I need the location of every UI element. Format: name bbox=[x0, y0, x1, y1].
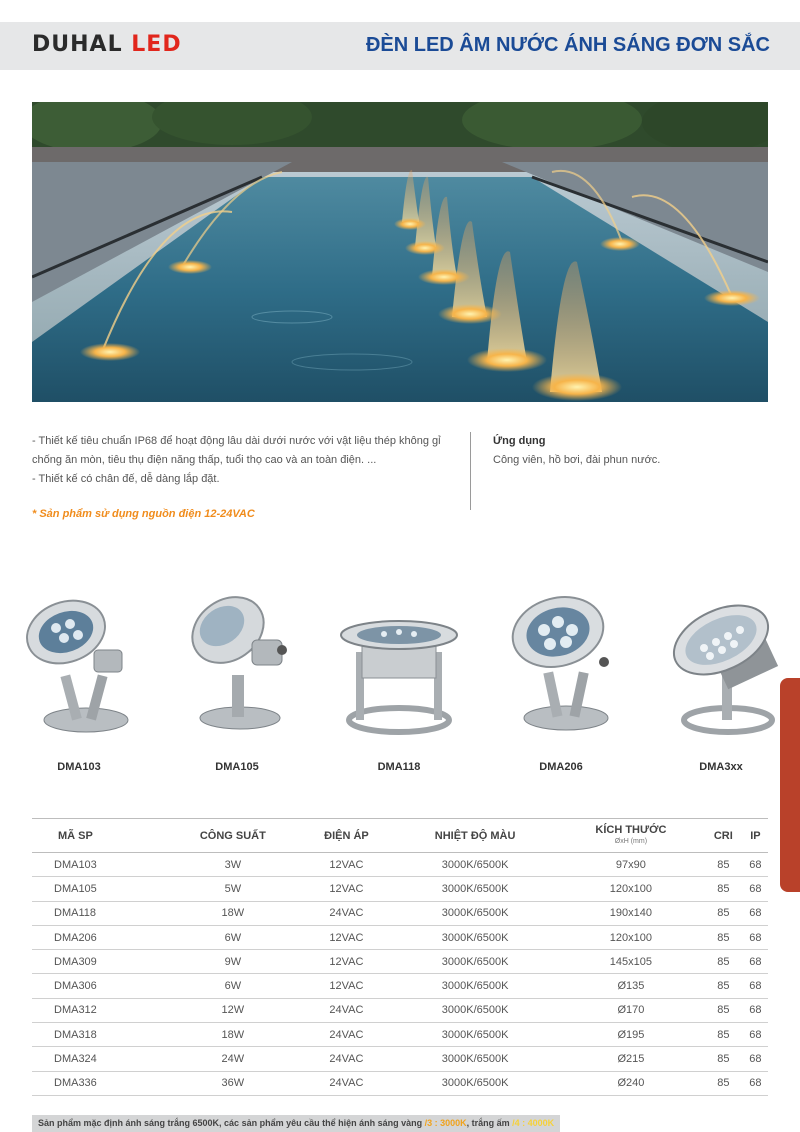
brand-logo bbox=[32, 32, 182, 57]
table-cell: 6W bbox=[165, 974, 301, 998]
product-name: DMA206 bbox=[539, 761, 583, 773]
table-row bbox=[32, 877, 768, 901]
table-cell: DMA105 bbox=[32, 877, 165, 901]
application-text: Công viên, hồ bơi, đài phun nước. bbox=[493, 454, 661, 466]
header-voltage: ĐIỆN ÁP bbox=[301, 819, 393, 853]
table-cell: DMA336 bbox=[32, 1071, 165, 1095]
fountain-illustration bbox=[32, 102, 768, 402]
table-cell: 85 bbox=[704, 1047, 743, 1071]
table-cell: 68 bbox=[743, 998, 768, 1022]
table-cell: 3000K/6500K bbox=[392, 901, 558, 925]
description-line: chống ăn mòn, tiêu thụ điện năng thấp, tuổi thọ cao và an toàn điện. ... bbox=[32, 454, 377, 466]
table-row bbox=[32, 998, 768, 1022]
table-cell: 68 bbox=[743, 925, 768, 949]
table-row bbox=[32, 1071, 768, 1095]
lamp-dma118-image bbox=[324, 590, 474, 750]
table-cell: 5W bbox=[165, 877, 301, 901]
footer-text-mid: , trắng ấm bbox=[466, 1118, 513, 1128]
table-cell: 3000K/6500K bbox=[392, 974, 558, 998]
table-cell: 18W bbox=[165, 901, 301, 925]
table-cell: 85 bbox=[704, 950, 743, 974]
table-cell: 3000K/6500K bbox=[392, 925, 558, 949]
table-cell: Ø170 bbox=[558, 998, 704, 1022]
table-cell: 24VAC bbox=[301, 1071, 393, 1095]
table-cell: 68 bbox=[743, 1071, 768, 1095]
product-name: DMA103 bbox=[57, 761, 101, 773]
table-cell: 120x100 bbox=[558, 925, 704, 949]
table-cell: 85 bbox=[704, 1071, 743, 1095]
product-dma3xx bbox=[646, 590, 796, 780]
product-description bbox=[32, 432, 460, 489]
header-color-temp: NHIỆT ĐỘ MÀU bbox=[392, 819, 558, 853]
table-cell: 3000K/6500K bbox=[392, 1047, 558, 1071]
header-model: MÃ SP bbox=[32, 819, 165, 853]
table-cell: 3000K/6500K bbox=[392, 1023, 558, 1047]
table-cell: 3000K/6500K bbox=[392, 950, 558, 974]
table-cell: 12VAC bbox=[301, 877, 393, 901]
table-row bbox=[32, 1023, 768, 1047]
footer-text: Sản phẩm mặc định ánh sáng trắng 6500K, các sản phẩm yêu cầu thể hiện ánh sáng vàng bbox=[38, 1118, 425, 1128]
table-cell: DMA103 bbox=[32, 853, 165, 877]
table-cell: 85 bbox=[704, 901, 743, 925]
table-cell: 68 bbox=[743, 1023, 768, 1047]
table-cell: 85 bbox=[704, 853, 743, 877]
table-cell: DMA206 bbox=[32, 925, 165, 949]
header-cri: CRI bbox=[704, 819, 743, 853]
yellow-light-code: /3 : 3000K bbox=[424, 1118, 467, 1128]
brand-main: DUHAL bbox=[32, 32, 123, 57]
table-cell: 24VAC bbox=[301, 1047, 393, 1071]
table-cell: DMA312 bbox=[32, 998, 165, 1022]
product-name: DMA105 bbox=[215, 761, 259, 773]
table-cell: 68 bbox=[743, 974, 768, 998]
table-cell: 120x100 bbox=[558, 877, 704, 901]
table-cell: 85 bbox=[704, 925, 743, 949]
size-unit: ØxH (mm) bbox=[614, 837, 648, 845]
table-cell: 3000K/6500K bbox=[392, 877, 558, 901]
table-cell: DMA309 bbox=[32, 950, 165, 974]
lamp-dma3xx-image bbox=[646, 590, 796, 750]
table-cell: Ø215 bbox=[558, 1047, 704, 1071]
table-cell: Ø135 bbox=[558, 974, 704, 998]
brand-accent: LED bbox=[131, 32, 182, 57]
product-name: DMA118 bbox=[377, 761, 421, 773]
table-row bbox=[32, 901, 768, 925]
lamp-dma103-image bbox=[4, 590, 154, 750]
table-cell: 18W bbox=[165, 1023, 301, 1047]
table-row bbox=[32, 925, 768, 949]
table-cell: 97x90 bbox=[558, 853, 704, 877]
footer-note bbox=[32, 1115, 560, 1132]
table-cell: 68 bbox=[743, 1047, 768, 1071]
lamp-dma206-image bbox=[486, 590, 636, 750]
table-cell: 12VAC bbox=[301, 950, 393, 974]
warm-light-code: /4 : 4000K bbox=[512, 1118, 555, 1128]
table-cell: DMA118 bbox=[32, 901, 165, 925]
table-cell: 85 bbox=[704, 974, 743, 998]
table-row bbox=[32, 950, 768, 974]
table-cell: 68 bbox=[743, 877, 768, 901]
description-line: - Thiết kế tiêu chuẩn IP68 để hoạt động lâu dài dưới nước với vật liệu thép không gỉ bbox=[32, 435, 441, 447]
table-cell: 6W bbox=[165, 925, 301, 949]
table-cell: 12VAC bbox=[301, 974, 393, 998]
table-cell: Ø240 bbox=[558, 1071, 704, 1095]
table-cell: 24VAC bbox=[301, 998, 393, 1022]
side-tab bbox=[780, 678, 800, 892]
table-cell: 190x140 bbox=[558, 901, 704, 925]
table-cell: 3W bbox=[165, 853, 301, 877]
table-cell: 24W bbox=[165, 1047, 301, 1071]
table-cell: 68 bbox=[743, 901, 768, 925]
table-body bbox=[32, 853, 768, 1096]
header-size: KÍCH THƯỚC ØxH (mm) bbox=[558, 819, 704, 853]
page-title: ĐÈN LED ÂM NƯỚC ÁNH SÁNG ĐƠN SẮC bbox=[365, 34, 770, 56]
table-cell: 9W bbox=[165, 950, 301, 974]
table-cell: 145x105 bbox=[558, 950, 704, 974]
header-power: CÔNG SUẤT bbox=[165, 819, 301, 853]
product-dma118 bbox=[324, 590, 474, 780]
table-row bbox=[32, 853, 768, 877]
power-note: * Sản phẩm sử dụng nguồn điện 12-24VAC bbox=[32, 508, 255, 520]
application-title: Ứng dụng bbox=[493, 435, 546, 447]
table-cell: 85 bbox=[704, 998, 743, 1022]
page-header bbox=[0, 22, 800, 70]
table-cell: 68 bbox=[743, 950, 768, 974]
product-dma206 bbox=[486, 590, 636, 780]
header-ip: IP bbox=[743, 819, 768, 853]
table-header-row bbox=[32, 819, 768, 853]
description-line: - Thiết kế có chân đế, dễ dàng lắp đặt. bbox=[32, 473, 220, 485]
table-cell: Ø195 bbox=[558, 1023, 704, 1047]
product-dma105 bbox=[162, 590, 312, 780]
section-divider bbox=[470, 432, 471, 510]
table-cell: DMA324 bbox=[32, 1047, 165, 1071]
table-cell: 85 bbox=[704, 1023, 743, 1047]
table-cell: 12VAC bbox=[301, 853, 393, 877]
table-cell: 24VAC bbox=[301, 1023, 393, 1047]
table-cell: 68 bbox=[743, 853, 768, 877]
table-row bbox=[32, 974, 768, 998]
table-cell: 3000K/6500K bbox=[392, 1071, 558, 1095]
table-cell: DMA306 bbox=[32, 974, 165, 998]
lamp-dma105-image bbox=[162, 590, 312, 750]
product-dma103 bbox=[4, 590, 154, 780]
spec-table bbox=[32, 818, 768, 1096]
table-cell: 12W bbox=[165, 998, 301, 1022]
product-name: DMA3xx bbox=[699, 761, 743, 773]
product-gallery bbox=[0, 590, 800, 780]
table-cell: 12VAC bbox=[301, 925, 393, 949]
table-cell: 24VAC bbox=[301, 901, 393, 925]
hero-image bbox=[32, 102, 768, 402]
table-cell: 3000K/6500K bbox=[392, 998, 558, 1022]
application-section bbox=[493, 432, 773, 470]
table-cell: 85 bbox=[704, 877, 743, 901]
table-cell: DMA318 bbox=[32, 1023, 165, 1047]
table-cell: 36W bbox=[165, 1071, 301, 1095]
table-cell: 3000K/6500K bbox=[392, 853, 558, 877]
table-row bbox=[32, 1047, 768, 1071]
